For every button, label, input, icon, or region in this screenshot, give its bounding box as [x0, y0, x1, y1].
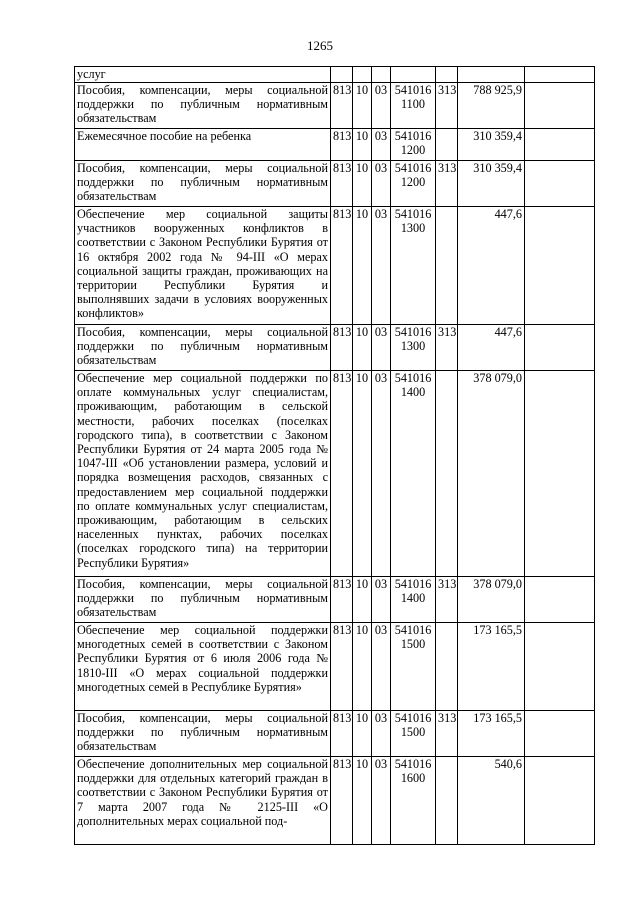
row-empty-cell: [525, 623, 595, 711]
row-target-code-part1: 541016: [394, 207, 432, 221]
row-subsection-code: 03: [372, 161, 391, 207]
row-expense-type: 313: [436, 83, 458, 129]
row-target-code: [391, 577, 436, 623]
row-subsection-code: 03: [372, 371, 391, 577]
row-admin-code: 813: [331, 623, 353, 711]
table-row: [75, 129, 595, 161]
row-empty-cell: [525, 325, 595, 371]
row-target-code: [391, 623, 436, 711]
row-target-code: [391, 711, 436, 757]
row-subsection-code: 03: [372, 207, 391, 325]
row-section-code: 10: [353, 757, 372, 845]
row-empty-cell: [525, 83, 595, 129]
table-row: [75, 325, 595, 371]
row-target-code: [391, 83, 436, 129]
row-target-code-part2: 1200: [400, 143, 426, 158]
row-target-code: [391, 371, 436, 577]
row-name: Обеспечение мер социальной поддержки многодетных семей в соответствии с Законом Республики Бурятия от 6 июля 2006 года № 1810-III «О мерах социальной поддержки многодетных семей в Республике Бурятия»: [75, 623, 331, 711]
row-empty-cell: [525, 711, 595, 757]
row-name: Обеспечение дополнительных мер социальной поддержки для отдельных категорий граждан в соответствии с Законом Республики Бурятия от 7 марта 2007 года № 2125-III «О дополнительных мерах социальной под-: [75, 757, 331, 845]
row-target-code: [391, 207, 436, 325]
row-target-code-part1: 541016: [394, 623, 432, 637]
row-admin-code: 813: [331, 577, 353, 623]
row-expense-type: 313: [436, 711, 458, 757]
row-section-code: 10: [353, 623, 372, 711]
row-name: Пособия, компенсации, меры социальной поддержки по публичным нормативным обязательствам: [75, 325, 331, 371]
row-admin-code: 813: [331, 371, 353, 577]
row-section-code: 10: [353, 207, 372, 325]
row-expense-type: [436, 207, 458, 325]
row-name: Пособия, компенсации, меры социальной поддержки по публичным нормативным обязательствам: [75, 161, 331, 207]
row-target-code-part1: 541016: [394, 711, 432, 725]
row-target-code-part2: 1300: [400, 339, 426, 354]
row-admin-code: 813: [331, 161, 353, 207]
row-section-code: 10: [353, 711, 372, 757]
row-subsection-code: [372, 67, 391, 83]
row-target-code: [391, 129, 436, 161]
row-target-code-part2: 1400: [400, 591, 426, 606]
row-section-code: 10: [353, 371, 372, 577]
row-amount: 378 079,0: [458, 371, 525, 577]
row-target-code-part1: 541016: [394, 161, 432, 175]
table-row: [75, 577, 595, 623]
row-name: Пособия, компенсации, меры социальной поддержки по публичным нормативным обязательствам: [75, 83, 331, 129]
row-expense-type: 313: [436, 161, 458, 207]
row-amount: 540,6: [458, 757, 525, 845]
row-empty-cell: [525, 207, 595, 325]
row-target-code-part2: 1500: [400, 725, 426, 740]
row-target-code-part2: 1100: [401, 97, 425, 112]
row-admin-code: [331, 67, 353, 83]
row-amount: 788 925,9: [458, 83, 525, 129]
row-name: Пособия, компенсации, меры социальной поддержки по публичным нормативным обязательствам: [75, 577, 331, 623]
row-target-code-part2: 1200: [400, 175, 426, 190]
table-row: [75, 207, 595, 325]
table-row: [75, 757, 595, 845]
row-target-code-part1: 541016: [394, 83, 432, 97]
row-amount: 310 359,4: [458, 129, 525, 161]
row-target-code: [391, 161, 436, 207]
row-section-code: 10: [353, 129, 372, 161]
row-subsection-code: 03: [372, 325, 391, 371]
row-subsection-code: 03: [372, 757, 391, 845]
row-section-code: [353, 67, 372, 83]
row-target-code-part1: 541016: [394, 757, 432, 771]
row-admin-code: 813: [331, 129, 353, 161]
row-amount: 173 165,5: [458, 711, 525, 757]
row-admin-code: 813: [331, 711, 353, 757]
table-row: [75, 623, 595, 711]
row-name: услуг: [75, 67, 331, 83]
row-name: Обеспечение мер социальной защиты участников вооруженных конфликтов в соответствии с Законом Республики Бурятия от 16 октября 2002 года № 94-III «О мерах социальной защиты граждан, проживающих на территории Республики Бурятия и выполнявших задачи в условиях вооруженных конфликтов»: [75, 207, 331, 325]
row-target-code-part2: 1500: [400, 637, 426, 652]
row-target-code: [391, 757, 436, 845]
row-name: Пособия, компенсации, меры социальной поддержки по публичным нормативным обязательствам: [75, 711, 331, 757]
row-admin-code: 813: [331, 757, 353, 845]
table-row: [75, 371, 595, 577]
row-admin-code: 813: [331, 83, 353, 129]
row-target-code: [391, 67, 436, 83]
row-name: Ежемесячное пособие на ребенка: [75, 129, 331, 161]
row-empty-cell: [525, 67, 595, 83]
row-target-code-part1: 541016: [394, 577, 432, 591]
row-target-code-part2: 1400: [400, 385, 426, 400]
row-empty-cell: [525, 577, 595, 623]
row-empty-cell: [525, 161, 595, 207]
table-row: [75, 83, 595, 129]
row-amount: 447,6: [458, 207, 525, 325]
row-expense-type: [436, 371, 458, 577]
row-name: Обеспечение мер социальной поддержки по оплате коммунальных услуг специалистам, проживающим, работающим в сельской местности, рабочих поселках (поселках городского типа), в соответствии с Законом Республики Бурятия от 24 марта 2005 года № 1047-III «Об установлении размера, условий и порядка возмещения расходов, связанных с предоставлением мер социальной поддержки по оплате коммунальных услуг специалистам, проживающим, работающим в сельских населенных пунктах, рабочих поселках (поселках городского типа) на территории Республики Бурятия»: [75, 371, 331, 577]
row-subsection-code: 03: [372, 129, 391, 161]
row-subsection-code: 03: [372, 83, 391, 129]
row-expense-type: 313: [436, 577, 458, 623]
row-target-code-part1: 541016: [394, 371, 432, 385]
row-target-code-part2: 1300: [400, 221, 426, 236]
table-row: [75, 67, 595, 83]
row-subsection-code: 03: [372, 711, 391, 757]
row-amount: 310 359,4: [458, 161, 525, 207]
row-amount: 378 079,0: [458, 577, 525, 623]
row-admin-code: 813: [331, 207, 353, 325]
row-empty-cell: [525, 371, 595, 577]
row-target-code-part1: 541016: [394, 129, 432, 143]
row-empty-cell: [525, 757, 595, 845]
row-section-code: 10: [353, 161, 372, 207]
budget-table: [74, 66, 595, 845]
row-expense-type: [436, 757, 458, 845]
row-empty-cell: [525, 129, 595, 161]
page-number: 1265: [307, 38, 333, 53]
row-subsection-code: 03: [372, 577, 391, 623]
row-target-code: [391, 325, 436, 371]
table-row: [75, 711, 595, 757]
row-section-code: 10: [353, 325, 372, 371]
row-subsection-code: 03: [372, 623, 391, 711]
row-expense-type: [436, 67, 458, 83]
row-expense-type: [436, 129, 458, 161]
row-amount: 447,6: [458, 325, 525, 371]
row-amount: [458, 67, 525, 83]
row-expense-type: [436, 623, 458, 711]
row-target-code-part2: 1600: [400, 771, 426, 786]
row-section-code: 10: [353, 577, 372, 623]
table-row: [75, 161, 595, 207]
row-expense-type: 313: [436, 325, 458, 371]
row-section-code: 10: [353, 83, 372, 129]
row-amount: 173 165,5: [458, 623, 525, 711]
row-target-code-part1: 541016: [394, 325, 432, 339]
row-admin-code: 813: [331, 325, 353, 371]
